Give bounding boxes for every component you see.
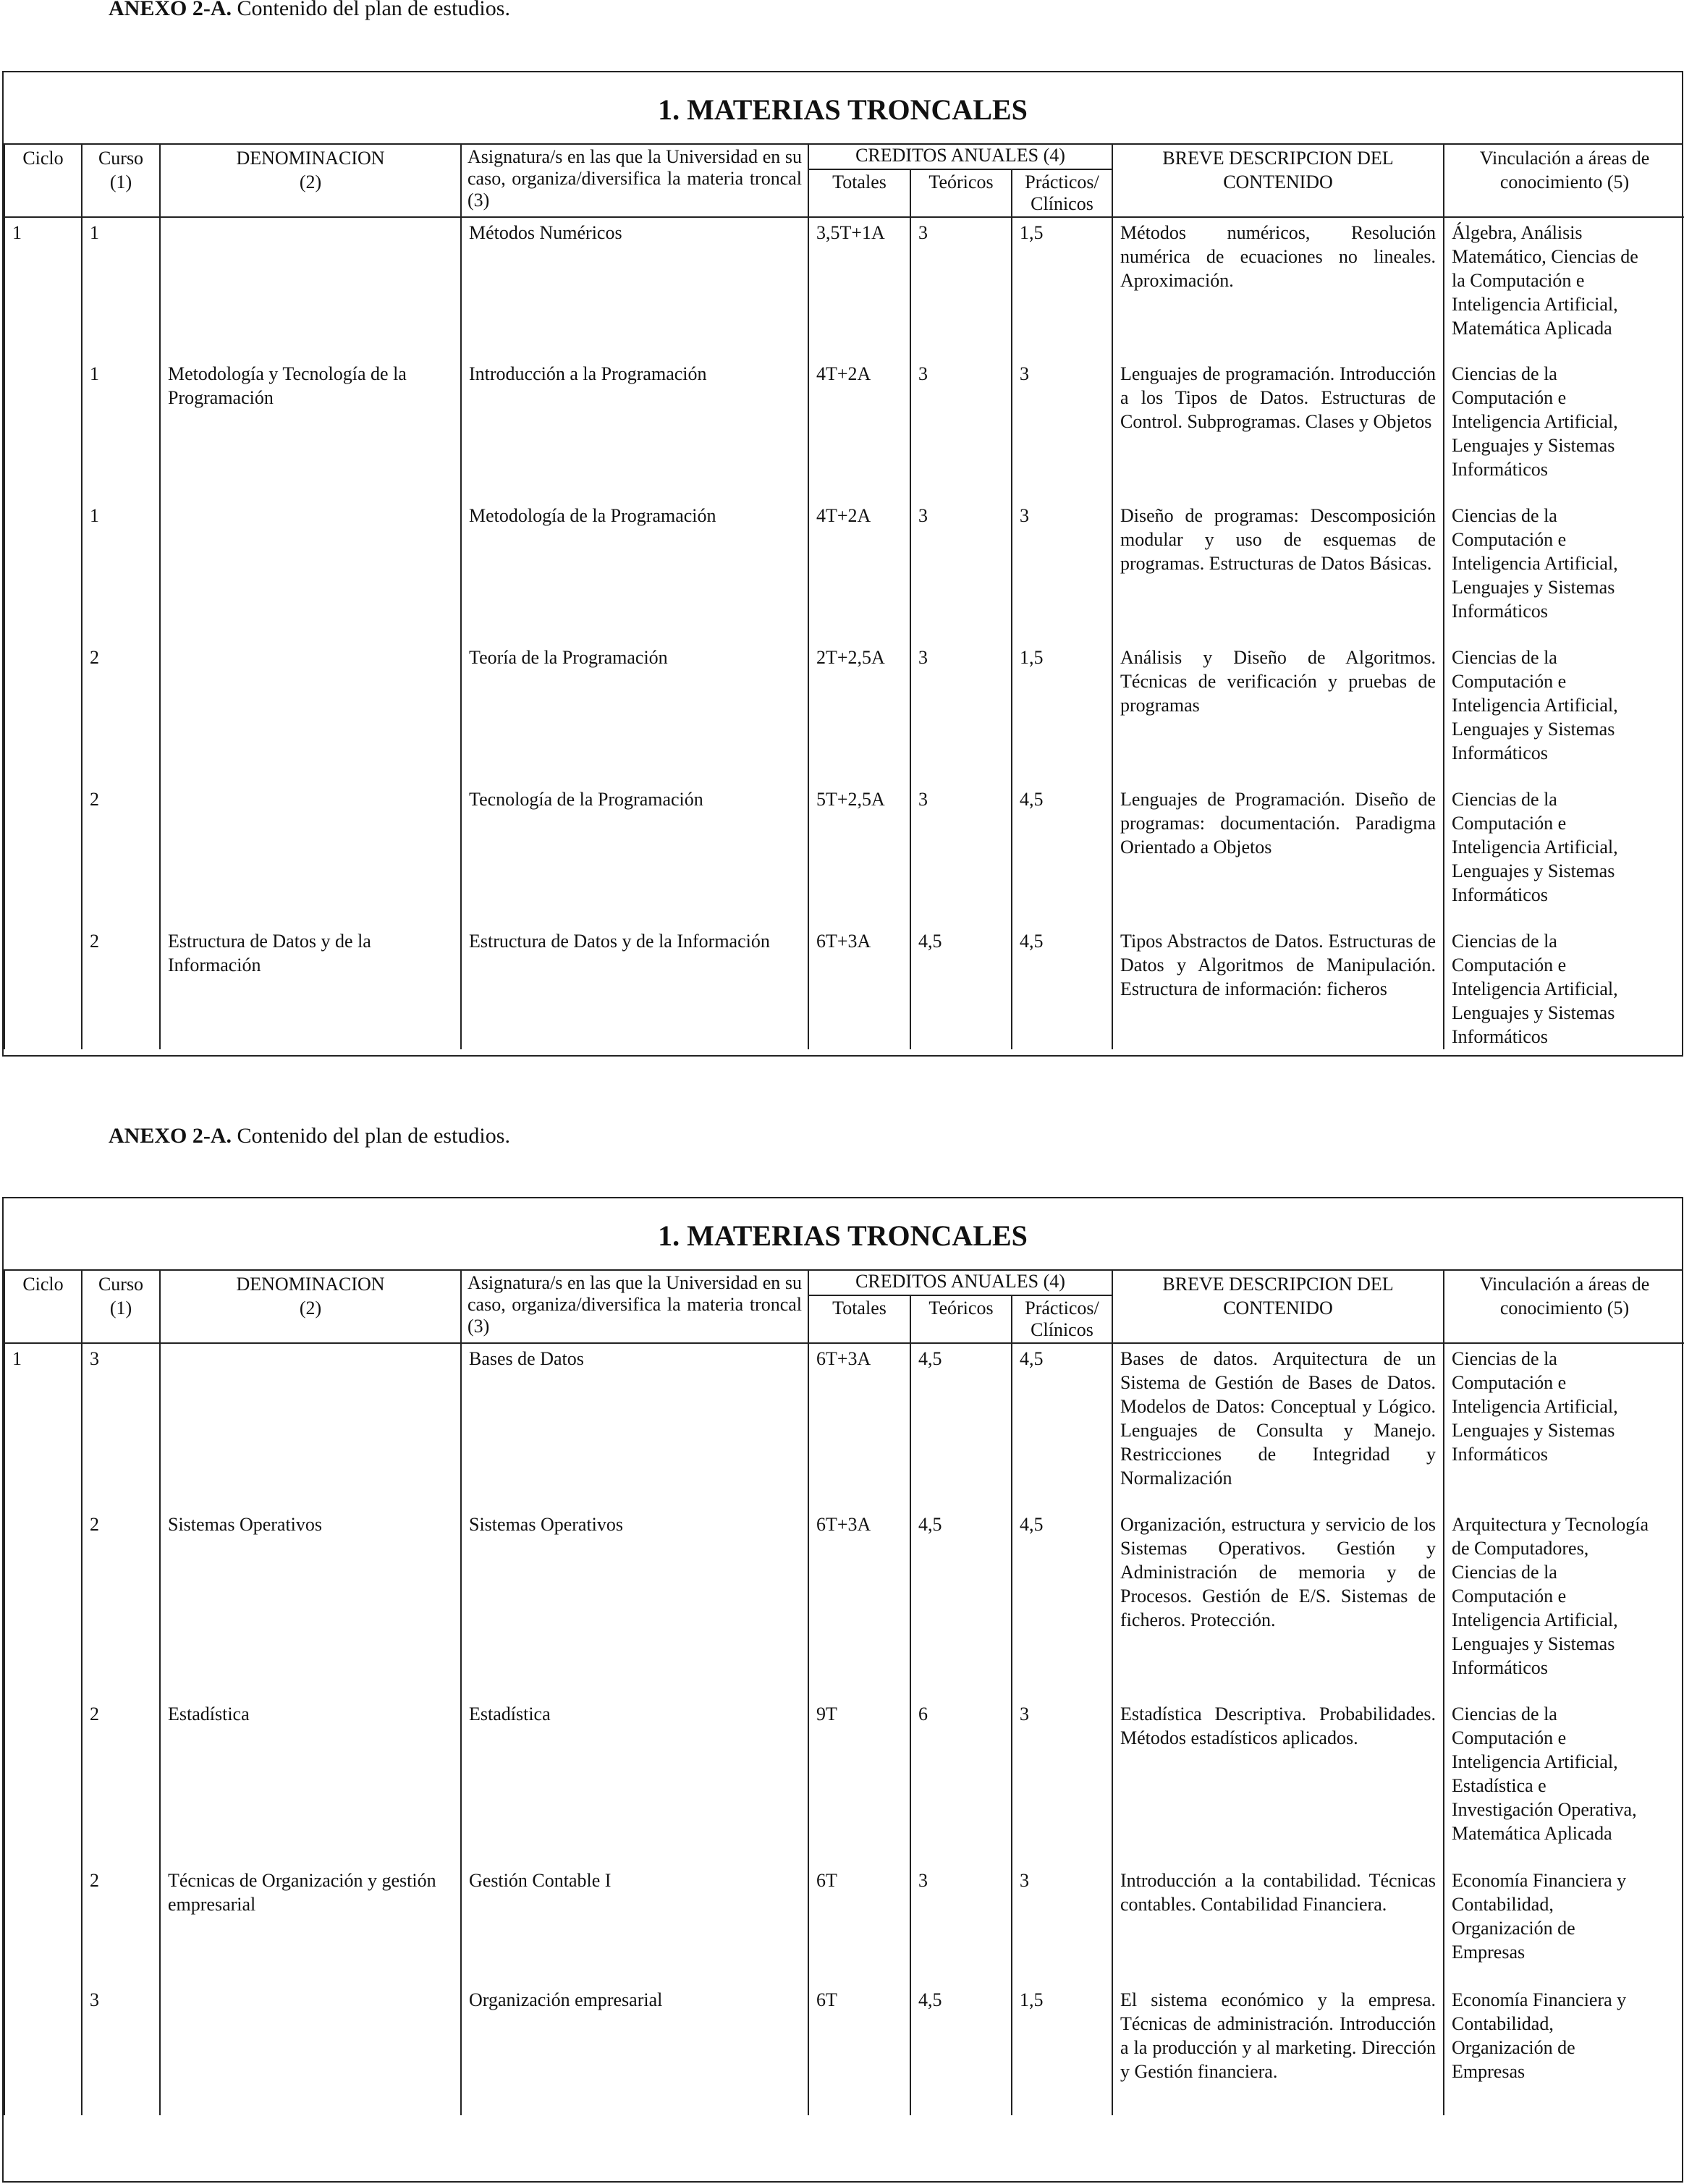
header-vinculacion: Vinculación a áreas de conocimiento (5) [1444, 1271, 1684, 1343]
cell-denominacion: Estructura de Datos y de la Información [160, 926, 461, 1049]
annex-header [109, 1123, 510, 1149]
table-row [4, 926, 1684, 1049]
header-descripcion: BREVE DESCRIPCION DEL CONTENIDO [1112, 1271, 1444, 1343]
cell-denominacion: Metodología y Tecnología de la Programación [160, 359, 461, 501]
cell-teoricos: 6 [910, 1699, 1012, 1866]
cell-areas: Ciencias de la Computación e Inteligencia Artificial, Lenguajes y Sistemas Informáticos [1444, 1343, 1684, 1510]
table-row [4, 359, 1684, 501]
cell-asignatura: Teoría de la Programación [461, 643, 808, 784]
cell-asignatura: Bases de Datos [461, 1343, 808, 1510]
cell-denominacion [160, 643, 461, 784]
cell-asignatura: Métodos Numéricos [461, 217, 808, 359]
cell-ciclo [4, 1699, 82, 1866]
cell-teoricos: 3 [910, 784, 1012, 926]
cell-curso: 3 [82, 1985, 160, 2115]
materias-table-sheet [2, 1197, 1683, 2183]
header-totales: Totales [808, 169, 910, 217]
cell-asignatura: Metodología de la Programación [461, 501, 808, 643]
cell-practicos: 3 [1012, 501, 1112, 643]
cell-ciclo: 1 [4, 217, 82, 359]
cell-denominacion: Estadística [160, 1699, 461, 1866]
cell-descripcion: Lenguajes de Programación. Diseño de programas: documentación. Paradigma Orientado a Objetos [1112, 784, 1444, 926]
header-asignatura: Asignatura/s en las que la Universidad en su caso, organiza/diversifica la materia troncal (3) [461, 145, 808, 217]
cell-descripcion: Lenguajes de programación. Introducción a los Tipos de Datos. Estructuras de Control. Subprogramas. Clases y Objetos [1112, 359, 1444, 501]
cell-asignatura: Sistemas Operativos [461, 1510, 808, 1699]
cell-curso: 2 [82, 926, 160, 1049]
cell-curso: 1 [82, 501, 160, 643]
header-ciclo: Ciclo [4, 1271, 82, 1343]
cell-practicos: 3 [1012, 359, 1112, 501]
cell-denominacion: Técnicas de Organización y gestión empresarial [160, 1866, 461, 1985]
header-totales: Totales [808, 1295, 910, 1343]
cell-totales: 3,5T+1A [808, 217, 910, 359]
header-asignatura: Asignatura/s en las que la Universidad en su caso, organiza/diversifica la materia troncal (3) [461, 1271, 808, 1343]
cell-descripcion: Análisis y Diseño de Algoritmos. Técnicas de verificación y pruebas de programas [1112, 643, 1444, 784]
table-row [4, 643, 1684, 784]
cell-totales: 9T [808, 1699, 910, 1866]
cell-teoricos: 4,5 [910, 1985, 1012, 2115]
cell-descripcion: Diseño de programas: Descomposición modular y uso de esquemas de programas. Estructuras de Datos Básicas. [1112, 501, 1444, 643]
materias-table [4, 1271, 1684, 2115]
cell-ciclo: 1 [4, 1343, 82, 1510]
cell-teoricos: 3 [910, 359, 1012, 501]
cell-teoricos: 4,5 [910, 1510, 1012, 1699]
cell-totales: 4T+2A [808, 501, 910, 643]
cell-asignatura: Estructura de Datos y de la Información [461, 926, 808, 1049]
cell-descripcion: Métodos numéricos, Resolución numérica de ecuaciones no lineales. Aproximación. [1112, 217, 1444, 359]
cell-denominacion: Sistemas Operativos [160, 1510, 461, 1699]
cell-ciclo [4, 926, 82, 1049]
cell-ciclo [4, 643, 82, 784]
cell-denominacion [160, 1343, 461, 1510]
cell-areas: Ciencias de la Computación e Inteligencia Artificial, Estadística e Investigación Operativa, Matemática Aplicada [1444, 1699, 1684, 1866]
cell-totales: 6T [808, 1985, 910, 2115]
cell-areas: Ciencias de la Computación e Inteligencia Artificial, Lenguajes y Sistemas Informáticos [1444, 359, 1684, 501]
cell-curso: 2 [82, 1510, 160, 1699]
cell-descripcion: Bases de datos. Arquitectura de un Sistema de Gestión de Bases de Datos. Modelos de Datos: Conceptual y Lógico. Lenguajes de Consulta y Manejo. Restricciones de Integridad y Normalización [1112, 1343, 1444, 1510]
header-creditos: CREDITOS ANUALES (4) [808, 1271, 1112, 1295]
cell-ciclo [4, 1510, 82, 1699]
cell-practicos: 1,5 [1012, 1985, 1112, 2115]
cell-asignatura: Introducción a la Programación [461, 359, 808, 501]
table-row [4, 1985, 1684, 2115]
header-curso: Curso (1) [82, 1271, 160, 1343]
table-row [4, 784, 1684, 926]
table-row [4, 1699, 1684, 1866]
cell-totales: 6T+3A [808, 1510, 910, 1699]
annex-label: ANEXO 2-A. [109, 0, 232, 20]
cell-asignatura: Organización empresarial [461, 1985, 808, 2115]
cell-descripcion: Tipos Abstractos de Datos. Estructuras de Datos y Algoritmos de Manipulación. Estructura de información: ficheros [1112, 926, 1444, 1049]
cell-ciclo [4, 1866, 82, 1985]
header-creditos: CREDITOS ANUALES (4) [808, 145, 1112, 169]
header-denominacion: DENOMINACION (2) [160, 145, 461, 217]
cell-curso: 2 [82, 784, 160, 926]
table-row [4, 1343, 1684, 1510]
cell-practicos: 4,5 [1012, 1510, 1112, 1699]
table-row [4, 1866, 1684, 1985]
cell-curso: 2 [82, 1699, 160, 1866]
cell-areas: Álgebra, Análisis Matemático, Ciencias de la Computación e Inteligencia Artificial, Matemática Aplicada [1444, 217, 1684, 359]
cell-descripcion: Introducción a la contabilidad. Técnicas contables. Contabilidad Financiera. [1112, 1866, 1444, 1985]
cell-areas: Ciencias de la Computación e Inteligencia Artificial, Lenguajes y Sistemas Informáticos [1444, 501, 1684, 643]
header-descripcion: BREVE DESCRIPCION DEL CONTENIDO [1112, 145, 1444, 217]
header-teoricos: Teóricos [910, 169, 1012, 217]
cell-teoricos: 3 [910, 643, 1012, 784]
cell-curso: 1 [82, 359, 160, 501]
cell-denominacion [160, 784, 461, 926]
cell-denominacion [160, 501, 461, 643]
cell-curso: 2 [82, 643, 160, 784]
cell-practicos: 1,5 [1012, 217, 1112, 359]
cell-totales: 5T+2,5A [808, 784, 910, 926]
cell-asignatura: Tecnología de la Programación [461, 784, 808, 926]
cell-curso: 3 [82, 1343, 160, 1510]
cell-areas: Ciencias de la Computación e Inteligencia Artificial, Lenguajes y Sistemas Informáticos [1444, 784, 1684, 926]
table-title: 1. MATERIAS TRONCALES [4, 72, 1682, 145]
table-title: 1. MATERIAS TRONCALES [4, 1198, 1682, 1271]
cell-asignatura: Estadística [461, 1699, 808, 1866]
cell-teoricos: 4,5 [910, 1343, 1012, 1510]
cell-practicos: 4,5 [1012, 784, 1112, 926]
cell-totales: 2T+2,5A [808, 643, 910, 784]
cell-ciclo [4, 1985, 82, 2115]
table-row [4, 217, 1684, 359]
cell-practicos: 3 [1012, 1699, 1112, 1866]
annex-text: Contenido del plan de estudios. [237, 1124, 510, 1148]
cell-denominacion [160, 1985, 461, 2115]
cell-asignatura: Gestión Contable I [461, 1866, 808, 1985]
table-row [4, 1510, 1684, 1699]
cell-totales: 6T+3A [808, 1343, 910, 1510]
cell-denominacion [160, 217, 461, 359]
cell-practicos: 3 [1012, 1866, 1112, 1985]
cell-curso: 2 [82, 1866, 160, 1985]
header-vinculacion: Vinculación a áreas de conocimiento (5) [1444, 145, 1684, 217]
header-teoricos: Teóricos [910, 1295, 1012, 1343]
cell-totales: 6T [808, 1866, 910, 1985]
table-row [4, 501, 1684, 643]
header-ciclo: Ciclo [4, 145, 82, 217]
cell-areas: Ciencias de la Computación e Inteligencia Artificial, Lenguajes y Sistemas Informáticos [1444, 643, 1684, 784]
materias-table [4, 145, 1684, 1049]
cell-ciclo [4, 501, 82, 643]
cell-areas: Economía Financiera y Contabilidad, Organización de Empresas [1444, 1985, 1684, 2115]
cell-areas: Economía Financiera y Contabilidad, Organización de Empresas [1444, 1866, 1684, 1985]
cell-teoricos: 4,5 [910, 926, 1012, 1049]
header-curso: Curso (1) [82, 145, 160, 217]
cell-totales: 4T+2A [808, 359, 910, 501]
cell-ciclo [4, 359, 82, 501]
header-denominacion: DENOMINACION (2) [160, 1271, 461, 1343]
cell-curso: 1 [82, 217, 160, 359]
materias-table-sheet [2, 71, 1683, 1057]
header-practicos: Prácticos/ Clínicos [1012, 1295, 1112, 1343]
cell-ciclo [4, 784, 82, 926]
cell-descripcion: Organización, estructura y servicio de los Sistemas Operativos. Gestión y Administración de memoria y de Procesos. Gestión de E/S. Sistemas de ficheros. Protección. [1112, 1510, 1444, 1699]
cell-practicos: 1,5 [1012, 643, 1112, 784]
cell-descripcion: Estadística Descriptiva. Probabilidades. Métodos estadísticos aplicados. [1112, 1699, 1444, 1866]
annex-label: ANEXO 2-A. [109, 1124, 232, 1148]
cell-descripcion: El sistema económico y la empresa. Técnicas de administración. Introducción a la producción y al marketing. Dirección y Gestión financiera. [1112, 1985, 1444, 2115]
cell-areas: Ciencias de la Computación e Inteligencia Artificial, Lenguajes y Sistemas Informáticos [1444, 926, 1684, 1049]
annex-header [109, 0, 510, 22]
cell-practicos: 4,5 [1012, 1343, 1112, 1510]
cell-areas: Arquitectura y Tecnología de Computadores, Ciencias de la Computación e Inteligencia Artificial, Lenguajes y Sistemas Informáticos [1444, 1510, 1684, 1699]
cell-teoricos: 3 [910, 501, 1012, 643]
cell-teoricos: 3 [910, 217, 1012, 359]
cell-totales: 6T+3A [808, 926, 910, 1049]
cell-practicos: 4,5 [1012, 926, 1112, 1049]
header-practicos: Prácticos/ Clínicos [1012, 169, 1112, 217]
annex-text: Contenido del plan de estudios. [237, 0, 510, 20]
cell-teoricos: 3 [910, 1866, 1012, 1985]
